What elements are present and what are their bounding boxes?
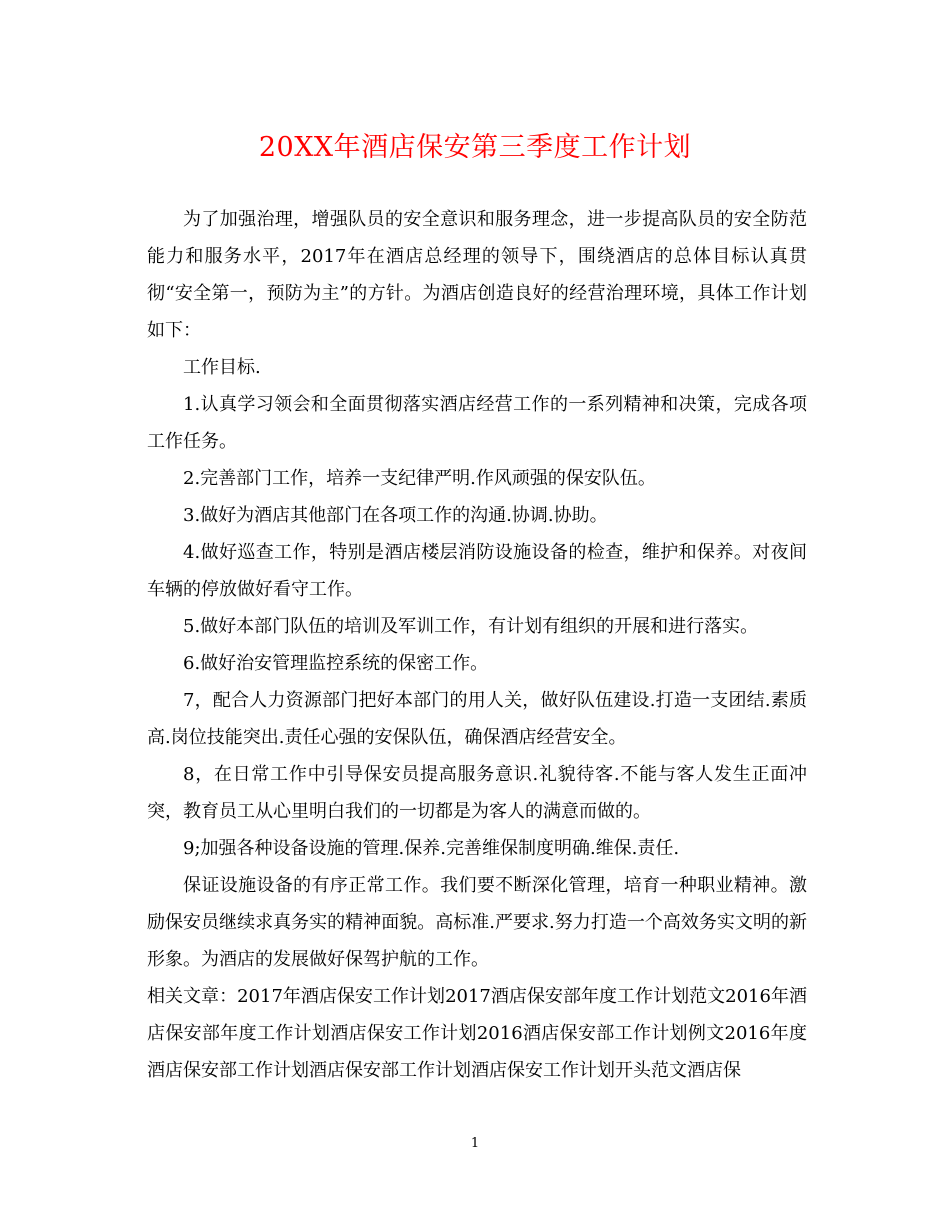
goal-item-1: 1.认真学习领会和全面贯彻落实酒店经营工作的一系列精神和决策，完成各项工作任务。 (147, 394, 807, 452)
document-title: 20XX年酒店保安第三季度工作计划 (258, 132, 692, 163)
goal-item-3: 3.做好为酒店其他部门在各项工作的沟通.协调.协助。 (183, 505, 608, 526)
goal-item-4: 4.做好巡查工作，特别是酒店楼层消防设施设备的检查，维护和保养。对夜间车辆的停放做好看守工作。 (147, 542, 807, 600)
goal-item-9: 9;加强各种设备设施的管理.保养.完善维保制度明确.维保.责任. (183, 838, 680, 859)
document-body (147, 201, 807, 1089)
intro-paragraph: 为了加强治理，增强队员的安全意识和服务理念，进一步提高队员的安全防范能力和服务水平，2017年在酒店总经理的领导下，围绕酒店的总体目标认真贯彻“安全第一，预防为主”的方针。为酒店创造良好的经营治理环境，具体工作计划如下： (147, 209, 807, 341)
goal-item-7: 7，配合人力资源部门把好本部门的用人关，做好队伍建设.打造一支团结.素质高.岗位技能突出.责任心强的安保队伍，确保酒店经营安全。 (147, 690, 807, 748)
goal-item-5: 5.做好本部门队伍的培训及军训工作，有计划有组织的开展和进行落实。 (183, 616, 759, 637)
closing-paragraph: 保证设施设备的有序正常工作。我们要不断深化管理，培育一种职业精神。激励保安员继续求真务实的精神面貌。高标准.严要求.努力打造一个高效务实文明的新形象。为酒店的发展做好保驾护航的工作。 (147, 875, 807, 970)
goal-item-6: 6.做好治安管理监控系统的保密工作。 (183, 653, 489, 674)
related-articles: 相关文章：2017年酒店保安工作计划2017酒店保安部年度工作计划范文2016年酒店保安部年度工作计划酒店保安工作计划2016酒店保安部工作计划例文2016年度酒店保安部工作计划酒店保安部工作计划酒店保安工作计划开头范文酒店保 (147, 986, 807, 1081)
goal-item-8: 8，在日常工作中引导保安员提高服务意识.礼貌待客.不能与客人发生正面冲突，教育员工从心里明白我们的一切都是为客人的满意而做的。 (147, 764, 807, 822)
goals-heading: 工作目标. (183, 357, 261, 378)
goal-item-2: 2.完善部门工作，培养一支纪律严明.作风顽强的保安队伍。 (183, 468, 656, 489)
page-number: 1 (470, 1136, 480, 1151)
